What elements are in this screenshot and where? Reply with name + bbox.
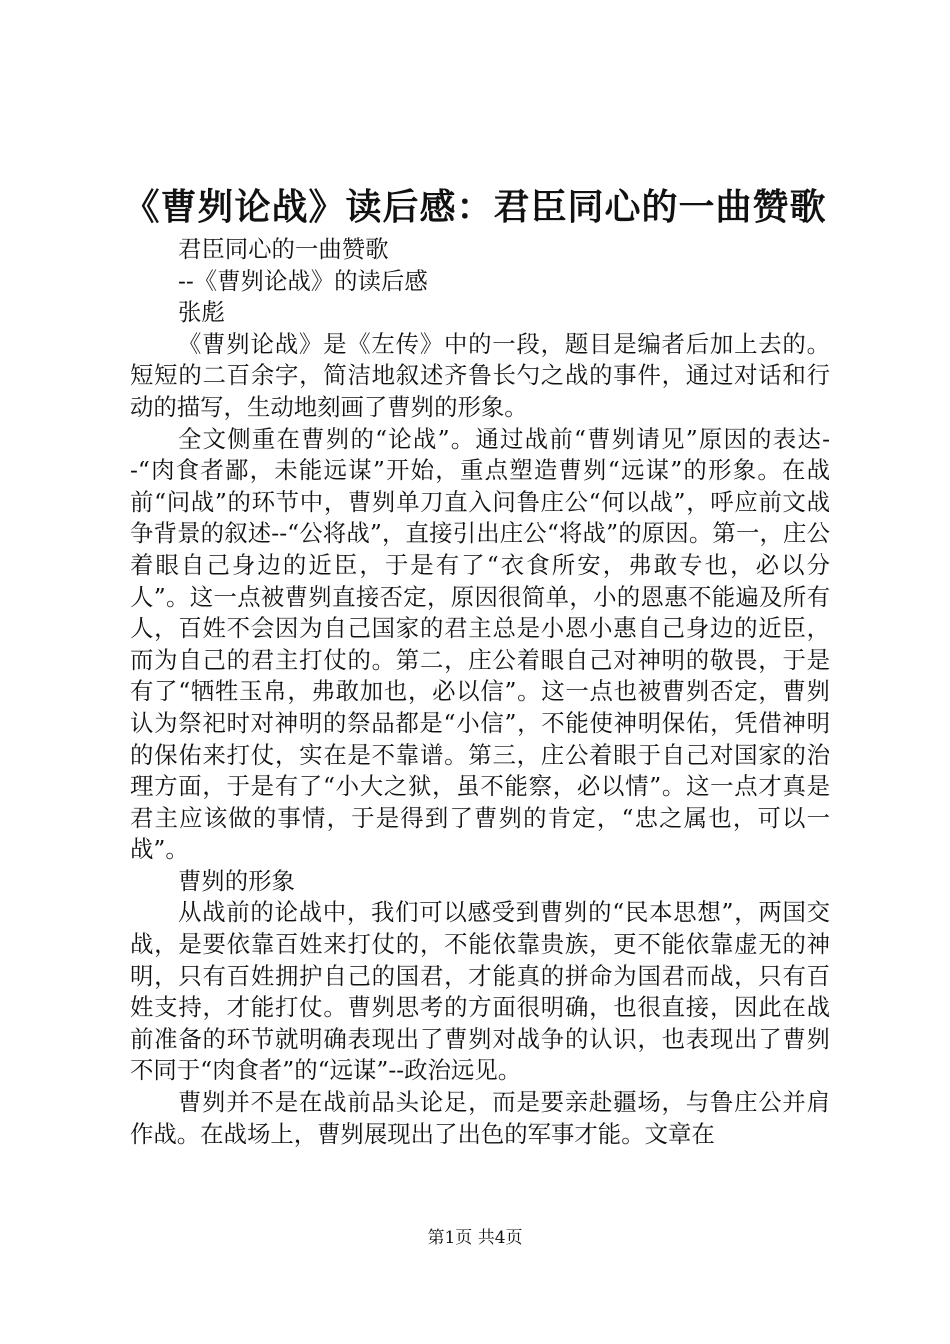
page-footer: 第1页 共4页 [427, 1228, 523, 1248]
paragraph: 从战前的论战中，我们可以感受到曹刿的“民本思想”，两国交战，是要依靠百姓来打仗的，不能依靠贵族，更不能依靠虚无的神明，只有百姓拥护自己的国君，才能真的拼命为国君而战，只有百姓支持，才能打仗。曹刿思考的方面很明确，也很直接，因此在战前准备的环节就明确表现出了曹刿对战争的认识，也表现出了曹刿不同于“肉食者”的“远谋”--政治远见。 [130, 898, 830, 1085]
document-body [130, 234, 830, 1150]
subtitle-line: --《曹刿论战》的读后感 [178, 266, 428, 295]
paragraph: 《曹刿论战》是《左传》中的一段，题目是编者后加上去的。短短的二百余字，简洁地叙述齐鲁长勺之战的事件，通过对话和行动的描写，生动地刻画了曹刿的形象。 [130, 329, 830, 421]
subtitle-line: 君臣同心的一曲赞歌 [178, 235, 389, 263]
paragraph: 曹刿并不是在战前品头论足，而是要亲赴疆场，与鲁庄公并肩作战。在战场上，曹刿展现出了出色的军事才能。文章在 [130, 1088, 830, 1148]
section-heading: 曹刿的形象 [178, 866, 295, 895]
author-line: 张彪 [178, 298, 225, 327]
paragraph: 全文侧重在曹刿的“论战”。通过战前“曹刿请见”原因的表达--“肉食者鄙，未能远谋”开始，重点塑造曹刿“远谋”的形象。在战前“问战”的环节中，曹刿单刀直入问鲁庄公“何以战”，呼应前文战争背景的叙述--“公将战”，直接引出庄公“将战”的原因。第一，庄公着眼自己身边的近臣，于是有了“衣食所安，弗敢专也，必以分人”。这一点被曹刿直接否定，原因很简单，小的恩惠不能遍及所有人，百姓不会因为自己国家的君主总是小恩小惠自己身边的近臣，而为自己的君主打仗的。第二，庄公着眼自己对神明的敬畏，于是有了“牺牲玉帛，弗敢加也，必以信”。这一点也被曹刿否定，曹刿认为祭祀时对神明的祭品都是“小信”，不能使神明保佑，凭借神明的保佑来打仗，实在是不靠谱。第三，庄公着眼于自己对国家的治理方面，于是有了“小大之狱，虽不能察，必以情”。这一点才真是君主应该做的事情，于是得到了曹刿的肯定，“忠之属也，可以一战”。 [130, 424, 830, 864]
document-title: 《曹刿论战》读后感：君臣同心的一曲赞歌 [123, 186, 827, 228]
